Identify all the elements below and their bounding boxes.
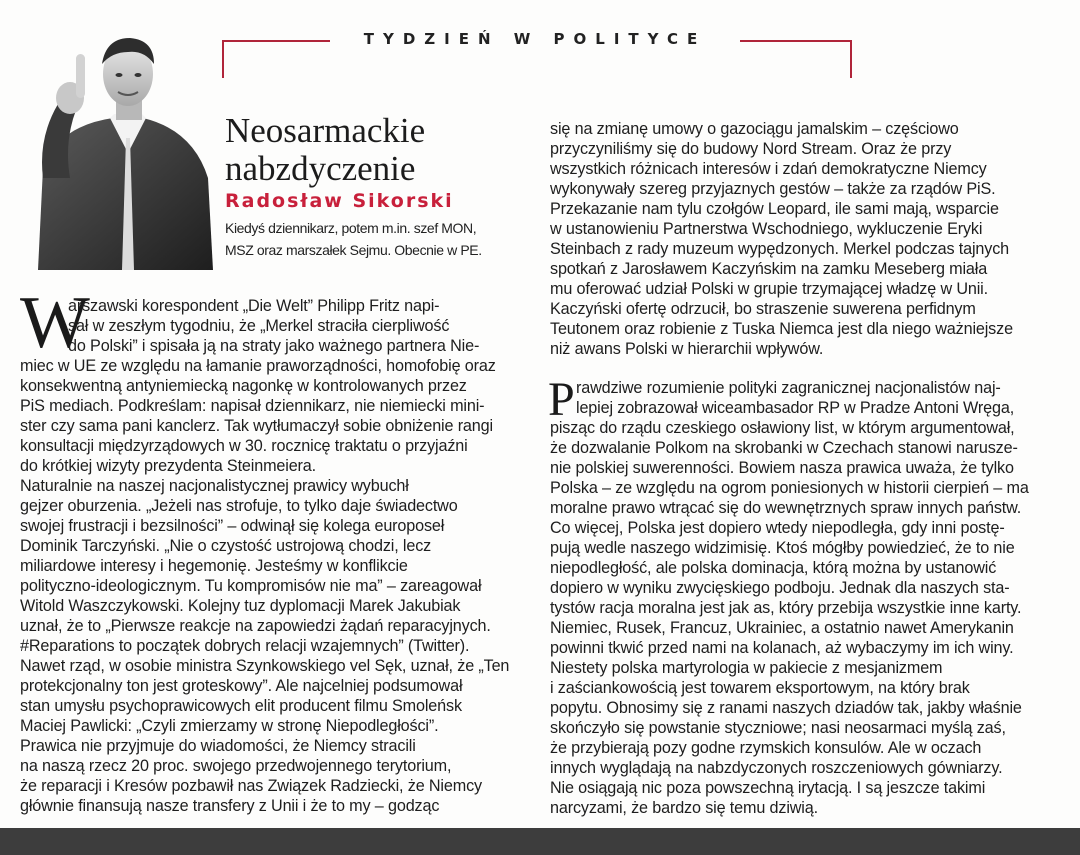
paragraph-line: Dominik Tarczyński. „Nie o czystość ustrojową chodzi, lecz [20, 537, 432, 555]
paragraph-line: polityczno-ideologicznym. Tu kompromisów nie ma” – zareagował [20, 577, 482, 595]
author-bio-line: MSZ oraz marszałek Sejmu. Obecnie w PE. [225, 242, 482, 258]
paragraph-line: Prawica nie przyjmuje do wiadomości, że Niemcy stracili [20, 737, 416, 755]
paragraph-line: Maciej Pawlicki: „Czyli zmierzamy w stronę Niepodległości”. [20, 717, 439, 735]
paragraph-line: tystów racja moralna jest jak as, który przebija wszystkie inne karty. [550, 599, 1022, 617]
paragraph-line: niepodległość, ale polska dominacja, którą można by ustanowić [550, 559, 997, 577]
paragraph-line: sał w zeszłym tygodniu, że „Merkel straciła cierpliwość [68, 317, 450, 335]
paragraph-line: narcyzami, że bardzo się temu dziwią. [550, 799, 818, 817]
paragraph-line: Nawet rząd, w osobie ministra Szynkowskiego vel Sęk, uznał, że „Ten [20, 657, 510, 675]
drop-cap: W [20, 282, 90, 364]
paragraph-line: moralne prawo wtrącać się do wewnętrznych spraw innych państw. [550, 499, 1022, 517]
paragraph-line: się na zmianę umowy o gazociągu jamalskim – częściowo [550, 120, 959, 138]
paragraph-line: konsekwentną antyniemiecką nagonkę w kontrolowanych przez [20, 377, 467, 395]
paragraph-line: PiS mediach. Podkreślam: napisał dziennikarz, nie niemiecki mini- [20, 397, 485, 415]
paragraph-line: Steinbach z rady muzeum wypędzonych. Merkel podczas tajnych [550, 240, 1010, 258]
paragraph-line: dopiero w wyniku zwycięskiego podboju. Jednak dla naszych sta- [550, 579, 1010, 597]
paragraph-line: popytu. Obnosimy się z ranami naszych dziadów tak, jakby właśnie [550, 699, 1022, 717]
header-rule-left [222, 40, 332, 42]
paragraph-line: powinni tkwić przed nami na kolanach, aż wybaczymy im ich winy. [550, 639, 1014, 657]
paragraph-line: głównie finansują nasze transfery z Unii i że to my – godząc [20, 797, 440, 815]
paragraph-line: Przekazanie nam tylu czołgów Leopard, ile sami mają, wsparcie [550, 200, 999, 218]
paragraph-line: miliardowe interesy i hegemonię. Jesteśmy w konflikcie [20, 557, 408, 575]
paragraph-line: że dozwalanie Polkom na skrobanki w Czechach stanowi narusze- [550, 439, 1018, 457]
paragraph-line: Witold Waszczykowski. Kolejny tuz dyplomacji Marek Jakubiak [20, 597, 461, 615]
paragraph-line: Kaczyński ofertę odrzucił, bo straszenie suwerena perfidnym [550, 300, 976, 318]
paragraph-line: Niestety polska martyrologia w pakiecie z mesjanizmem [550, 659, 943, 677]
paragraph-line: rawdziwe rozumienie polityki zagranicznej nacjonalistów naj- [576, 379, 1001, 397]
section-title: TYDZIEŃ W POLITYCE [330, 30, 740, 48]
paragraph-line: arszawski korespondent „Die Welt” Philipp Fritz napi- [68, 297, 440, 315]
paragraph-line: uznał, że to „Pierwsze reakcje na zapowiedzi żądań reparacyjnych. [20, 617, 491, 635]
paragraph-line: na naszą rzecz 20 proc. swojego przedwojennego terytorium, [20, 757, 452, 775]
author-name: Radosław Sikorski [225, 190, 454, 212]
paragraph-line: że przybierają pozy godne rzymskich konsulów. Ale w oczach [550, 739, 982, 757]
paragraph-line: #Reparations to początek dobrych relacji wzajemnych” (Twitter). [20, 637, 470, 655]
footer-bar [0, 828, 1080, 855]
paragraph-line: spotkań z Jarosławem Kaczyńskim na zamku Meseberg miała [550, 260, 988, 278]
paragraph-line: protekcjonalny ton jest groteskowy”. Ale najcelniej podsumował [20, 677, 463, 695]
paragraph-line: Naturalnie na naszej nacjonalistycznej prawicy wybuchł [20, 477, 409, 495]
paragraph-line: i zaściankowością jest towarem eksportowym, na który brak [550, 679, 970, 697]
paragraph-line: gejzer oburzenia. „Jeżeli nas strofuje, to tylko daje świadectwo [20, 497, 458, 515]
paragraph-line: Polska – ze względu na ogrom poniesionych w historii cierpień – ma [550, 479, 1029, 497]
paragraph-line: Teutonem oraz robienie z Tuska Niemca jest dla niego ważniejsze [550, 320, 1013, 338]
paragraph-line: lepiej zobrazował wiceambasador RP w Pradze Antoni Wręga, [576, 399, 1015, 417]
paragraph-line: swojej frustracji i bezsilności” – odwinął się kolega europoseł [20, 517, 445, 535]
paragraph-line: wszystkich różnicach interesów i zdań demokratyczne Niemcy [550, 160, 987, 178]
paragraph-line: Nie osiągają nic poza powszechną irytacją. I są jeszcze takimi [550, 779, 986, 797]
paragraph-line: nie polskiej suwerenności. Bowiem nasza prawica uważa, że tylko [550, 459, 1014, 477]
paragraph-line: konsultacji międzyrządowych w 30. rocznicę traktatu o przyjaźni [20, 437, 468, 455]
paragraph-line: do krótkiej wizyty prezydenta Steinmeiera. [20, 457, 316, 475]
paragraph-line: pują wedle naszego widzimisię. Ktoś mógłby powiedzieć, że to nie [550, 539, 1015, 557]
article-column-right-top [550, 119, 1055, 359]
paragraph-line: niż awans Polski w hierarchii wpływów. [550, 340, 824, 358]
author-bio [225, 217, 525, 261]
paragraph-line: ster czy sama pani kanclerz. Tak wytłumaczył sobie obniżenie rangi [20, 417, 493, 435]
article-headline: Neosarmackie nabzdyczenie [225, 111, 426, 188]
paragraph-line: Co więcej, Polska jest dopiero wtedy niepodległa, gdy inni postę- [550, 519, 1005, 537]
paragraph-line: stan umysłu psychoprawicowych elit producent filmu Smoleńsk [20, 697, 462, 715]
paragraph-line: Niemiec, Rusek, Francuz, Ukrainiec, a ostatnio nawet Amerykanin [550, 619, 1014, 637]
header-rule-left-vertical [222, 40, 224, 78]
article-column-left [20, 296, 525, 816]
article-column-right-bottom [548, 373, 1055, 818]
paragraph-line: przyczyniliśmy się do budowy Nord Stream. Oraz że przy [550, 140, 952, 158]
drop-cap: P [548, 373, 575, 426]
paragraph-line: do Polski” i spisała ją na straty jako ważnego partnera Nie- [68, 337, 480, 355]
header-rule-right [735, 40, 852, 42]
author-portrait [18, 18, 218, 270]
header-rule-right-vertical [850, 40, 852, 78]
paragraph-line: pisząc do rządu czeskiego osławiony list, w którym argumentował, [550, 419, 1015, 437]
paragraph-line: w ustanowieniu Partnerstwa Wschodniego, wykluczenie Eryki [550, 220, 983, 238]
paragraph-line: miec w UE ze względu na łamanie praworządności, homofobię oraz [20, 357, 496, 375]
paragraph-line: innych wyglądają na nabzdyczonych roszczeniowych gówniarzy. [550, 759, 1003, 777]
paragraph-line: mu oferować udział Polski w grupie trzymającej władzę w Unii. [550, 280, 988, 298]
paragraph-line: skończyło się powstanie styczniowe; nasi neosarmaci myślą zaś, [550, 719, 1006, 737]
paragraph-line: że reparacji i Kresów pozbawił nas Związek Radziecki, że Niemcy [20, 777, 482, 795]
author-bio-line: Kiedyś dziennikarz, potem m.in. szef MON, [225, 220, 477, 236]
paragraph-line: wykonywały szereg przyjaznych gestów – także za rządów PiS. [550, 180, 996, 198]
